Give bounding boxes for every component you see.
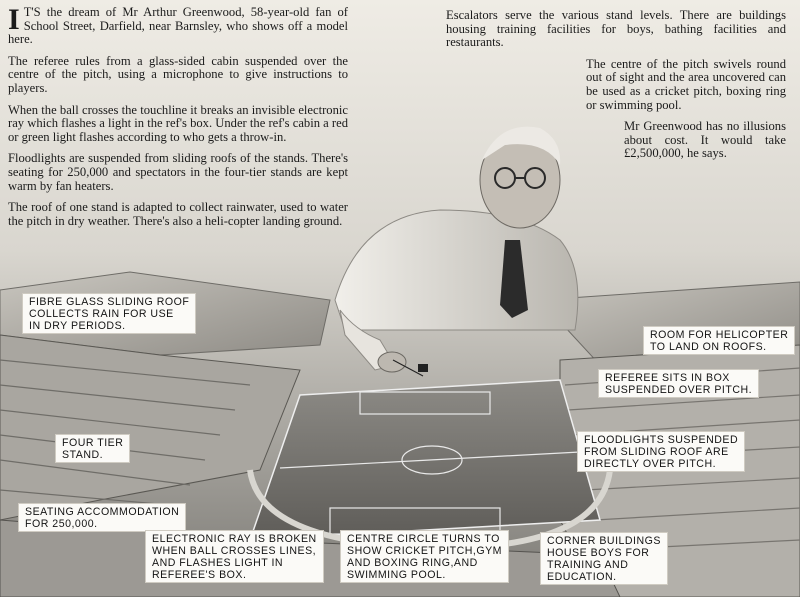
roof-paragraph: The roof of one stand is adapted to collect rainwater, used to water the pitch in dry weather. There's also a heli-copter landing ground. [8,200,348,228]
dropcap: I [8,3,20,36]
callout-seating: SEATING ACCOMMODATION FOR 250,000. [18,503,186,532]
article-right-column [446,9,786,169]
cost-paragraph: Mr Greenwood has no illusions about cost. It would take £2,500,000, he says. [624,119,786,161]
callout-fibre-glass-roof: FIBRE GLASS SLIDING ROOF COLLECTS RAIN FOR USE IN DRY PERIODS. [22,293,196,334]
intro-paragraph [8,3,348,47]
callout-four-tier-stand: FOUR TIER STAND. [55,434,130,463]
ray-paragraph: When the ball crosses the touchline it breaks an invisible electronic ray which flashes a light in the ref's box. Under the ref's cabin a red or green light flashes according to who gets a throw-in. [8,102,348,144]
callout-corner-buildings: CORNER BUILDINGS HOUSE BOYS FOR TRAINING AND EDUCATION. [540,532,668,585]
hand [378,352,406,372]
callout-centre-circle: CENTRE CIRCLE TURNS TO SHOW CRICKET PITCH,GYM AND BOXING RING,AND SWIMMING POOL. [340,530,509,583]
callout-floodlights: FLOODLIGHTS SUSPENDED FROM SLIDING ROOF ARE DIRECTLY OVER PITCH. [577,431,745,472]
pitch-swivel-paragraph: The centre of the pitch swivels round out of sight and the area uncovered can be used as a cricket pitch, boxing ring or swimming pool. [586,56,786,112]
article-left-column [8,3,348,236]
callout-electronic-ray: ELECTRONIC RAY IS BROKEN WHEN BALL CROSSES LINES, AND FLASHES LIGHT IN REFEREE'S BOX. [145,530,324,583]
floodlights-paragraph: Floodlights are suspended from sliding roofs of the stands. There's seating for 250,000 and spectators in the four-tier stands are kept warm by fan heaters. [8,151,348,193]
referee-box [418,364,428,372]
referee-paragraph: The referee rules from a glass-sided cabin suspended over the centre of the pitch, using a microphone to give instructions to players. [8,53,348,95]
escalators-paragraph: Escalators serve the various stand levels. There are buildings housing training facilities for boys, bathing facilities and restaurants. [446,8,786,50]
callout-helicopter: ROOM FOR HELICOPTER TO LAND ON ROOFS. [643,326,795,355]
intro-text: T'S the dream of Mr Arthur Greenwood, 58-year-old fan of School Street, Darfield, near Barnsley, who shows off a model here. [8,5,348,47]
callout-referee-box: REFEREE SITS IN BOX SUSPENDED OVER PITCH. [598,369,759,398]
